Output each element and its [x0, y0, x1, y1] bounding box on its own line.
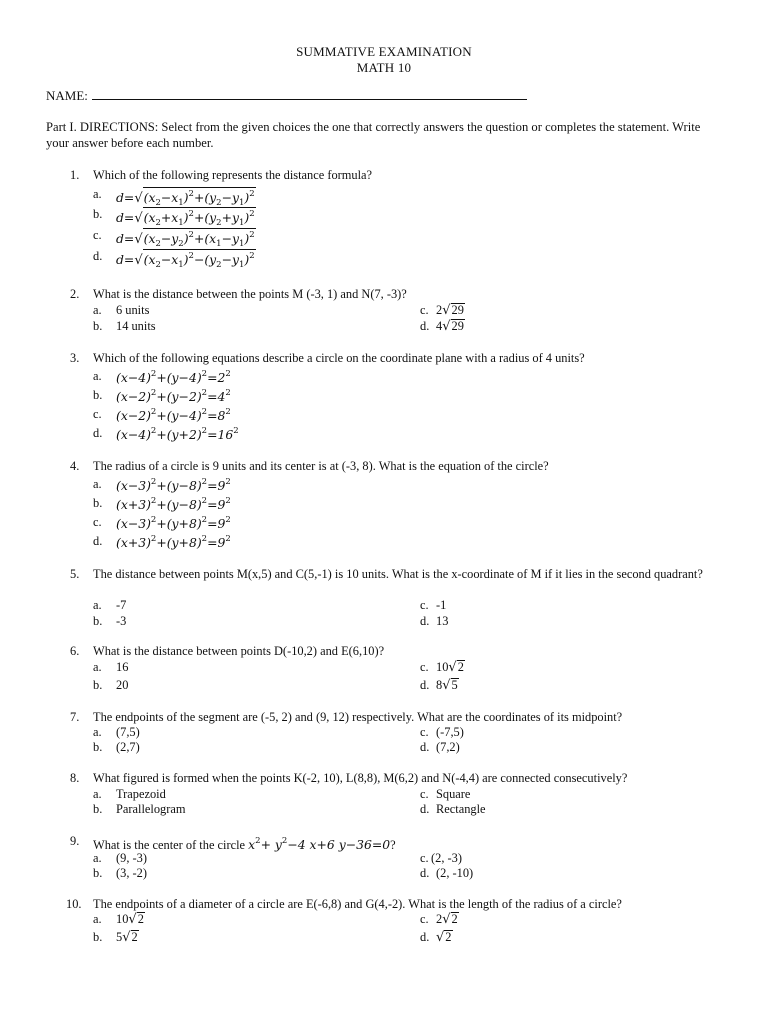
option-formula: $(x+3)^2+(y-8)^2=9^2$ — [116, 496, 231, 512]
option-text: 16 — [116, 660, 129, 674]
option-formula: $(x-2)^2+(y-2)^2=4^2$ — [116, 388, 231, 404]
option-radical: 10√2 — [436, 660, 464, 675]
question-text: The endpoints of a diameter of a circle are E(-6,8) and G(4,-2). What is the length of the radius of a circle? — [93, 897, 622, 911]
question-number: 2. — [70, 287, 80, 301]
option-label: d. — [420, 678, 430, 692]
option-label: c. — [93, 515, 102, 529]
option-label: b. — [93, 930, 103, 944]
option-text: Square — [436, 787, 471, 801]
option-label: a. — [93, 598, 102, 612]
option-label: b. — [93, 496, 103, 510]
option-text: 13 — [436, 614, 449, 628]
option-label: a. — [93, 787, 102, 801]
question-text: Which of the following equations describe a circle on the coordinate plane with a radius of 4 units? — [93, 351, 585, 365]
question-number: 6. — [70, 644, 80, 658]
question-text: What figured is formed when the points K(-2, 10), L(8,8), M(6,2) and N(-4,4) are connected consecutively? — [93, 771, 628, 785]
name-field-row — [46, 88, 527, 104]
option-formula: $(x-2)^2+(y-4)^2=8^2$ — [116, 407, 231, 423]
option-text: -3 — [116, 614, 127, 628]
option-text: (-7,5) — [436, 725, 464, 739]
option-text: (7,5) — [116, 725, 140, 739]
option-formula: $d=√(x_2-x_1)^2+(y_2-y_1)^2$ — [116, 189, 255, 208]
option-text: -7 — [116, 598, 127, 612]
option-text: (7,2) — [436, 740, 460, 754]
option-label: d. — [93, 426, 103, 440]
option-label: d. — [420, 319, 430, 333]
option-label: c. — [420, 725, 429, 739]
option-label: d. — [420, 866, 430, 880]
question-text: The endpoints of the segment are (-5, 2) and (9, 12) respectively. What are the coordinates of its midpoint? — [93, 710, 623, 724]
option-text: Parallelogram — [116, 802, 186, 816]
option-label: c. — [420, 598, 429, 612]
exam-subject: MATH 10 — [356, 60, 412, 75]
option-label: b. — [93, 388, 103, 402]
question-number: 1. — [70, 168, 80, 182]
option-label: d. — [420, 614, 430, 628]
option-radical: 5√2 — [116, 930, 138, 945]
option-text: (3, -2) — [116, 866, 147, 880]
question-text: What is the distance between the points M (-3, 1) and N(7, -3)? — [93, 287, 407, 301]
option-label: d. — [420, 930, 430, 944]
option-label: c. — [420, 851, 429, 865]
question-number: 3. — [70, 351, 80, 365]
option-text: Rectangle — [436, 802, 486, 816]
option-label: d. — [93, 249, 103, 263]
option-label: c. — [93, 407, 102, 421]
option-radical: √2 — [436, 930, 452, 945]
option-label: b. — [93, 740, 103, 754]
option-label: c. — [420, 787, 429, 801]
option-label: c. — [420, 660, 429, 674]
option-text: Trapezoid — [116, 787, 166, 801]
option-radical: 10√2 — [116, 912, 144, 927]
option-label: d. — [420, 740, 430, 754]
question-text: What is the center of the circle $x^2+ y^2-4$ x+6 y−36=0? — [93, 836, 396, 852]
option-label: a. — [93, 187, 102, 201]
exam-title: SUMMATIVE EXAMINATION — [296, 44, 472, 59]
name-label: NAME: — [46, 88, 88, 103]
option-label: c. — [420, 912, 429, 926]
option-radical: 2√2 — [436, 912, 458, 927]
option-text: (2,7) — [116, 740, 140, 754]
option-formula: $(x-3)^2+(y-8)^2=9^2$ — [116, 477, 231, 493]
question-text: The distance between points M(x,5) and C(5,-1) is 10 units. What is the x-coordinate of M if it lies in the second quadrant? — [93, 567, 703, 581]
option-label: b. — [93, 802, 103, 816]
option-text: -1 — [436, 598, 447, 612]
option-label: a. — [93, 912, 102, 926]
option-label: b. — [93, 319, 103, 333]
name-blank-line[interactable] — [92, 89, 527, 100]
option-radical: 4√29 — [436, 319, 464, 334]
option-radical: 8√5 — [436, 678, 458, 693]
option-formula: $d=√(x_2+x_1)^2+(y_2+y_1)^2$ — [116, 209, 255, 228]
option-label: d. — [420, 802, 430, 816]
option-label: b. — [93, 614, 103, 628]
option-label: a. — [93, 725, 102, 739]
option-label: a. — [93, 303, 102, 317]
question-number: 8. — [70, 771, 80, 785]
option-text: (9, -3) — [116, 851, 147, 865]
option-text: 6 units — [116, 303, 150, 317]
circle-equation: $x^2+ y^2-4$ x+6 y−36=0 — [248, 836, 391, 852]
option-text: 20 — [116, 678, 129, 692]
question-number: 9. — [70, 834, 80, 848]
option-formula: $(x-3)^2+(y+8)^2=9^2$ — [116, 515, 231, 531]
question-text: The radius of a circle is 9 units and its center is at (-3, 8). What is the equation of the circle? — [93, 459, 549, 473]
option-label: b. — [93, 866, 103, 880]
option-formula: $d=√(x_2-y_2)^2+(x_1-y_1)^2$ — [116, 230, 255, 249]
option-text: 14 units — [116, 319, 156, 333]
option-formula: $(x+3)^2+(y+8)^2=9^2$ — [116, 534, 231, 550]
directions-text: Part I. DIRECTIONS: Select from the given choices the one that correctly answers the question or completes the statement. Write your answer before each number. — [46, 120, 701, 150]
question-number: 7. — [70, 710, 80, 724]
option-label: c. — [420, 303, 429, 317]
option-text: (2, -3) — [431, 851, 462, 865]
option-label: c. — [93, 228, 102, 242]
question-number: 10. — [66, 897, 82, 911]
option-label: a. — [93, 369, 102, 383]
option-radical: 2√29 — [436, 303, 464, 318]
option-formula: $d=√(x_2-x_1)^2-(y_2-y_1)^2$ — [116, 251, 255, 270]
option-label: b. — [93, 207, 103, 221]
option-label: a. — [93, 660, 102, 674]
option-label: a. — [93, 477, 102, 491]
question-text: What is the distance between points D(-10,2) and E(6,10)? — [93, 644, 385, 658]
option-label: a. — [93, 851, 102, 865]
question-number: 4. — [70, 459, 80, 473]
option-text: (2, -10) — [436, 866, 474, 880]
option-label: d. — [93, 534, 103, 548]
option-formula: $(x-4)^2+(y-4)^2=2^2$ — [116, 369, 231, 385]
question-text: Which of the following represents the distance formula? — [93, 168, 373, 182]
question-number: 5. — [70, 567, 80, 581]
option-label: b. — [93, 678, 103, 692]
option-formula: $(x-4)^2+(y+2)^2=16^2$ — [116, 426, 239, 442]
